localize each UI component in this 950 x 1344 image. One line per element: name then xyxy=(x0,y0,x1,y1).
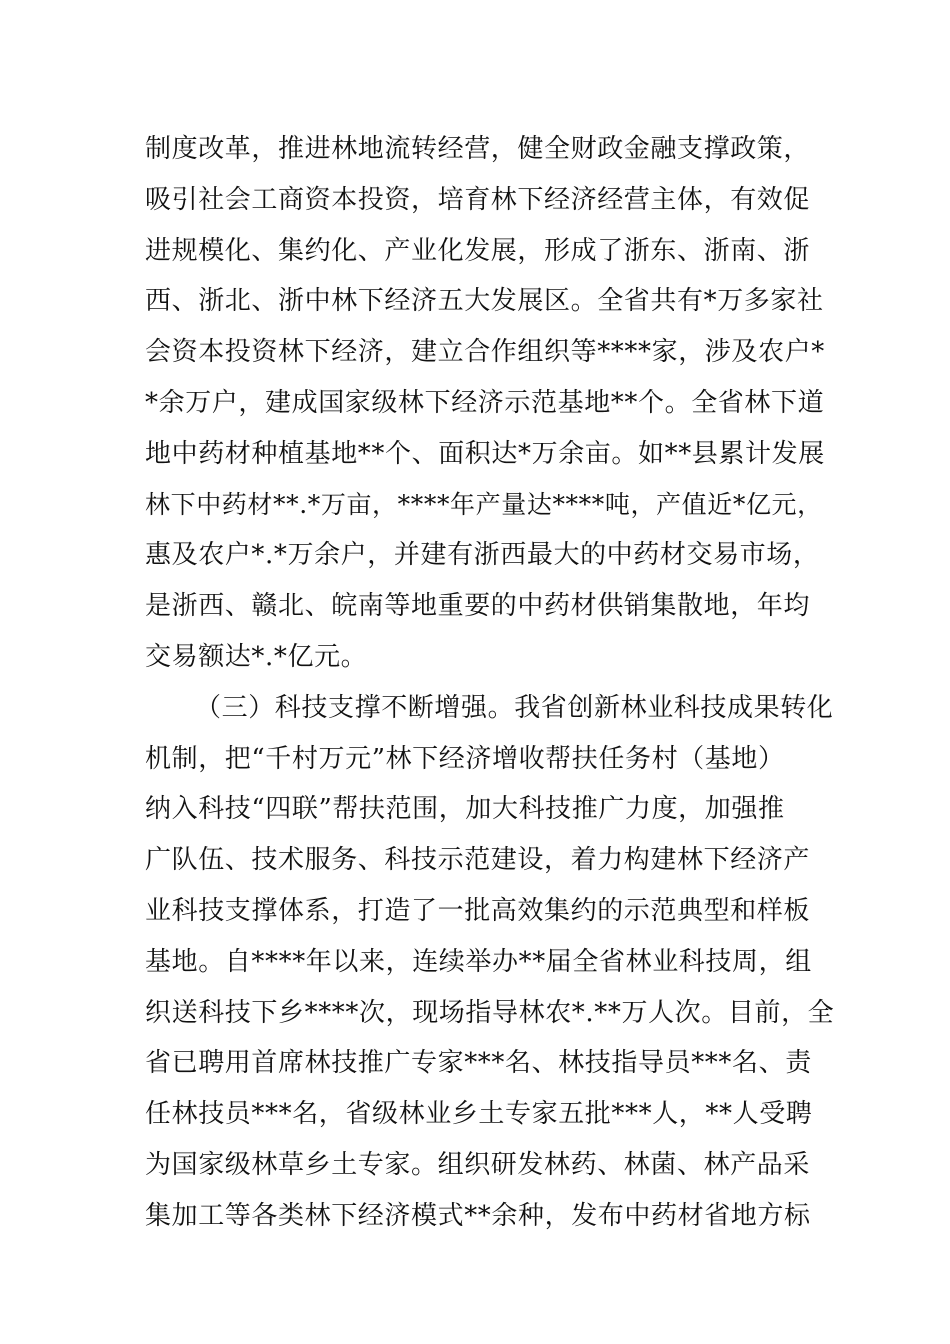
text-line-21: 为国家级林草乡土专家。组织研发林药、林菌、林产品采 xyxy=(145,1149,811,1180)
text-line-8: 林下中药材**.*万亩，****年产量达****吨，产值近*亿元， xyxy=(145,489,823,519)
text-line-18: 织送科技下乡****次，现场指导林农*.**万人次。目前，全 xyxy=(145,997,835,1028)
text-line-17: 基地。自****年以来，连续举办**届全省林业科技周，组 xyxy=(145,946,812,977)
section-heading-line: （三）科技支撑不断增强。我省创新林业科技成果转化 xyxy=(195,692,834,723)
text-line-22: 集加工等各类林下经济模式**余种，发布中药材省地方标 xyxy=(145,1200,811,1231)
text-line-7: 地中药材种植基地**个、面积达*万余亩。如**县累计发展 xyxy=(145,438,825,469)
text-line-4: 西、浙北、浙中林下经济五大发展区。全省共有*万多家社 xyxy=(145,286,824,317)
text-line-10: 是浙西、赣北、皖南等地重要的中药材供销集散地，年均 xyxy=(145,591,811,622)
text-line-15: 广队伍、技术服务、科技示范建设，着力构建林下经济产 xyxy=(145,845,811,876)
text-line-6: *余万户，建成国家级林下经济示范基地**个。全省林下道 xyxy=(145,387,825,418)
text-line-16: 业科技支撑体系，打造了一批高效集约的示范典型和样板 xyxy=(145,895,811,926)
text-line-13: 机制，把“千村万元”林下经济增收帮扶任务村（基地） xyxy=(145,743,785,774)
text-line-14: 纳入科技“四联”帮扶范围，加大科技推广力度，加强推 xyxy=(145,794,785,825)
text-line-9: 惠及农户*.*万余户，并建有浙西最大的中药材交易市场， xyxy=(145,540,820,571)
text-line-5: 会资本投资林下经济，建立合作组织等****家，涉及农户* xyxy=(145,337,825,368)
text-line-11: 交易额达*.*亿元。 xyxy=(145,641,368,672)
body-text xyxy=(145,124,835,1242)
text-line-19: 省已聘用首席林技推广专家***名、林技指导员***名、责 xyxy=(145,1048,812,1079)
text-line-20: 任林技员***名，省级林业乡土专家五批***人，**人受聘 xyxy=(145,1099,813,1130)
text-line-2: 吸引社会工商资本投资，培育林下经济经营主体，有效促 xyxy=(145,184,811,215)
text-line-3: 进规模化、集约化、产业化发展，形成了浙东、浙南、浙 xyxy=(145,235,811,266)
text-line-1: 制度改革，推进林地流转经营，健全财政金融支撑政策， xyxy=(145,134,811,164)
